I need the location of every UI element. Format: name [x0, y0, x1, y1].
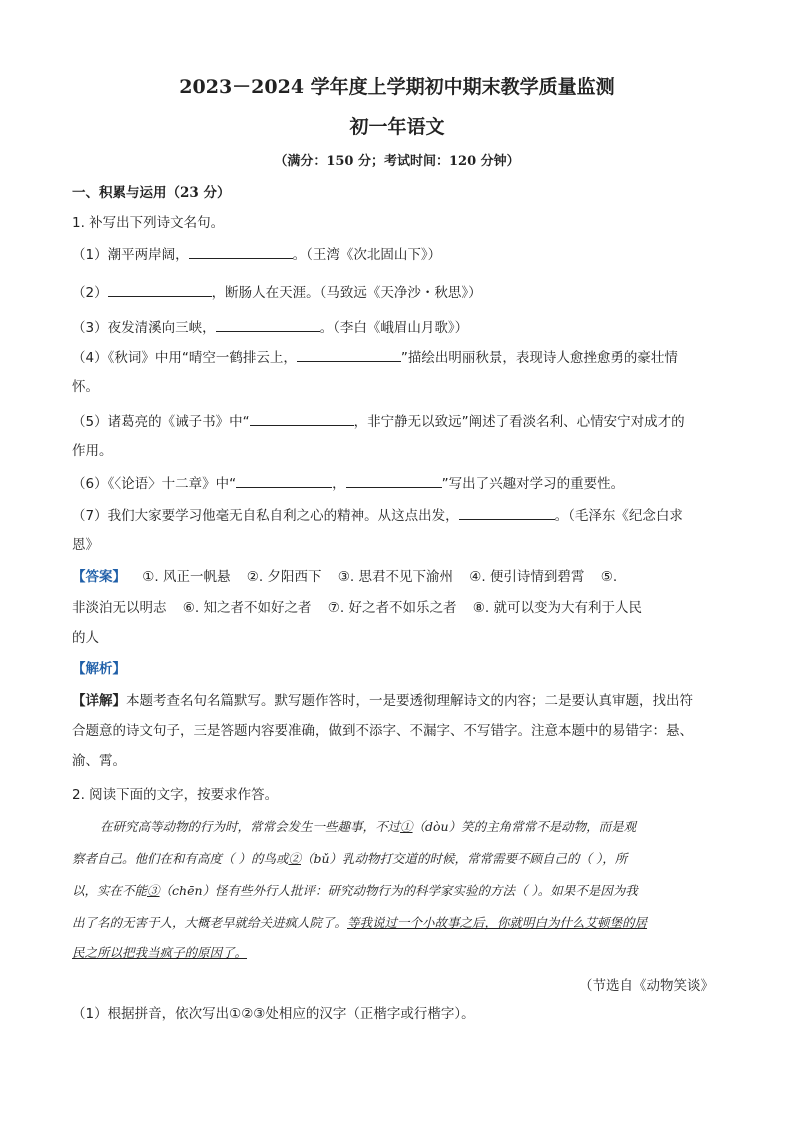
- detail-line-3: 渝、霄。: [72, 753, 126, 769]
- passage-text: （dòu）笑的主角常常不是动物，而是观: [412, 819, 637, 834]
- exam-title: 2023－2024 学年度上学期初中期末教学质量监测: [179, 76, 615, 98]
- q1-4-text-a: （4）《秋词》中用“晴空一鹤排云上，: [72, 350, 297, 366]
- passage-text: （chēn）怪有些外行人批评：研究动物行为的科学家实验的方法（ ）。如果不是因为我: [159, 883, 638, 898]
- q1-item-6: [72, 474, 726, 493]
- q1-5-text-b: ，非宁静无以致远”阐述了看淡名利、心情安宁对成才的: [353, 414, 685, 430]
- answer-item: ⑤.: [600, 569, 618, 585]
- q1-1-text-a: （1）潮平两岸阔，: [72, 247, 189, 263]
- q1-3-text-b: 。（李白《峨眉山月歌》）: [319, 320, 469, 336]
- q1-2-text-a: （2）: [72, 285, 108, 301]
- q1-item-7: [72, 506, 726, 525]
- answer-item: 非淡泊无以明志: [72, 600, 167, 616]
- q1-item-4: [72, 348, 726, 367]
- passage-line-3: [72, 882, 726, 900]
- q1-2-text-b: ，断肠人在天涯。（马致远《天净沙・秋思》）: [211, 285, 482, 301]
- passage-underlined: 等我说过一个小故事之后，你就明白为什么艾顿堡的居: [347, 915, 648, 930]
- passage-line-4: [72, 914, 726, 932]
- answer-item: ①. 风正一帆悬: [142, 569, 231, 585]
- passage-text: 在研究高等动物的行为时，常常会发生一些趣事，不过: [100, 819, 401, 834]
- q1-item-1: [72, 245, 726, 264]
- answer-blank[interactable]: [189, 245, 293, 259]
- analysis-tag: 【解析】: [72, 661, 126, 677]
- passage-line-2: [72, 850, 726, 868]
- section-heading: 一、积累与运用（23 分）: [72, 185, 231, 201]
- q1-6-text-b: ，: [332, 476, 346, 492]
- q2-stem: 2. 阅读下面的文字，按要求作答。: [72, 787, 279, 803]
- answer-blank[interactable]: [216, 318, 320, 332]
- answer-line-1: [72, 568, 726, 586]
- passage-line-1: [100, 818, 726, 836]
- passage-text: 出了名的无害于人，大概老早就给关进疯人院了。: [72, 915, 348, 930]
- q1-item-2: [72, 283, 726, 302]
- q1-item-3: [72, 318, 726, 337]
- answer-item: ⑥. 知之者不如好之者: [182, 600, 312, 616]
- passage-blank-3[interactable]: ③: [147, 883, 160, 898]
- q1-5-cont: 作用。: [72, 443, 113, 459]
- answer-item: ⑧. 就可以变为大有利于人民: [472, 600, 642, 616]
- exam-info: （满分：150 分；考试时间：120 分钟）: [274, 154, 520, 169]
- passage-blank-2[interactable]: ②: [288, 851, 301, 866]
- q1-7-cont: 恩》: [72, 537, 99, 553]
- answer-blank[interactable]: [108, 283, 212, 297]
- passage-source: （节选自《动物笑谈》: [579, 978, 714, 994]
- q1-5-text-a: （5）诸葛亮的《诫子书》中“: [72, 414, 250, 430]
- q1-6-text-a: （6）《〈论语〉十二章》中“: [72, 476, 237, 492]
- q1-4-text-b: ”描绘出明丽秋景，表现诗人愈挫愈勇的豪壮情: [400, 350, 678, 366]
- answer-item: ④. 便引诗情到碧霄: [469, 569, 585, 585]
- passage-text: 察者自己。他们在和有高度（ ）的鸟或: [72, 851, 289, 866]
- passage-blank-1[interactable]: ①: [400, 819, 413, 834]
- detail-text-1: 本题考查名句名篇默写。默写题作答时，一是要透彻理解诗文的内容；二是要认真审题，找出符: [126, 693, 693, 709]
- passage-text: （bǔ）乳动物打交道的时候，常常需要不顾自己的（ ），所: [301, 851, 628, 866]
- answer-blank[interactable]: [346, 474, 442, 488]
- q1-3-text-a: （3）夜发清溪向三峡，: [72, 320, 216, 336]
- answer-line-3: 的人: [72, 630, 99, 646]
- q1-4-cont: 怀。: [72, 379, 99, 395]
- q1-6-text-c: ”写出了兴趣对学习的重要性。: [441, 476, 625, 492]
- q1-1-text-b: 。（王湾《次北固山下》）: [292, 247, 442, 263]
- q1-7-text-a: （7）我们大家要学习他毫无自私自利之心的精神。从这点出发，: [72, 508, 459, 524]
- answer-item: ②. 夕阳西下: [246, 569, 322, 585]
- answer-blank[interactable]: [236, 474, 332, 488]
- passage-line-5: 民之所以把我当疯子的原因了。: [72, 945, 248, 960]
- detail-line-2: 合题意的诗文句子，三是答题内容要准确，做到不添字、不漏字、不写错字。注意本题中的易错字：悬、: [72, 723, 693, 739]
- q1-item-5: [72, 412, 726, 431]
- q1-7-text-b: 。（毛泽东《纪念白求: [554, 508, 683, 524]
- detail-tag: 【详解】: [72, 693, 126, 709]
- answer-item: ⑦. 好之者不如乐之者: [327, 600, 457, 616]
- answer-blank[interactable]: [459, 506, 555, 520]
- exam-subtitle: 初一年语文: [349, 116, 445, 138]
- passage-text: 以，实在不能: [72, 883, 148, 898]
- answer-line-2: [72, 599, 726, 617]
- answer-item: ③. 思君不见下渝州: [337, 569, 453, 585]
- q2-sub1: （1）根据拼音，依次写出①②③处相应的汉字（正楷字或行楷字）。: [72, 1006, 475, 1022]
- answer-tag: 【答案】: [72, 569, 126, 585]
- detail-line-1: [72, 692, 726, 710]
- q1-stem: 1. 补写出下列诗文名句。: [72, 215, 225, 231]
- answer-blank[interactable]: [297, 348, 401, 362]
- answer-blank[interactable]: [250, 412, 354, 426]
